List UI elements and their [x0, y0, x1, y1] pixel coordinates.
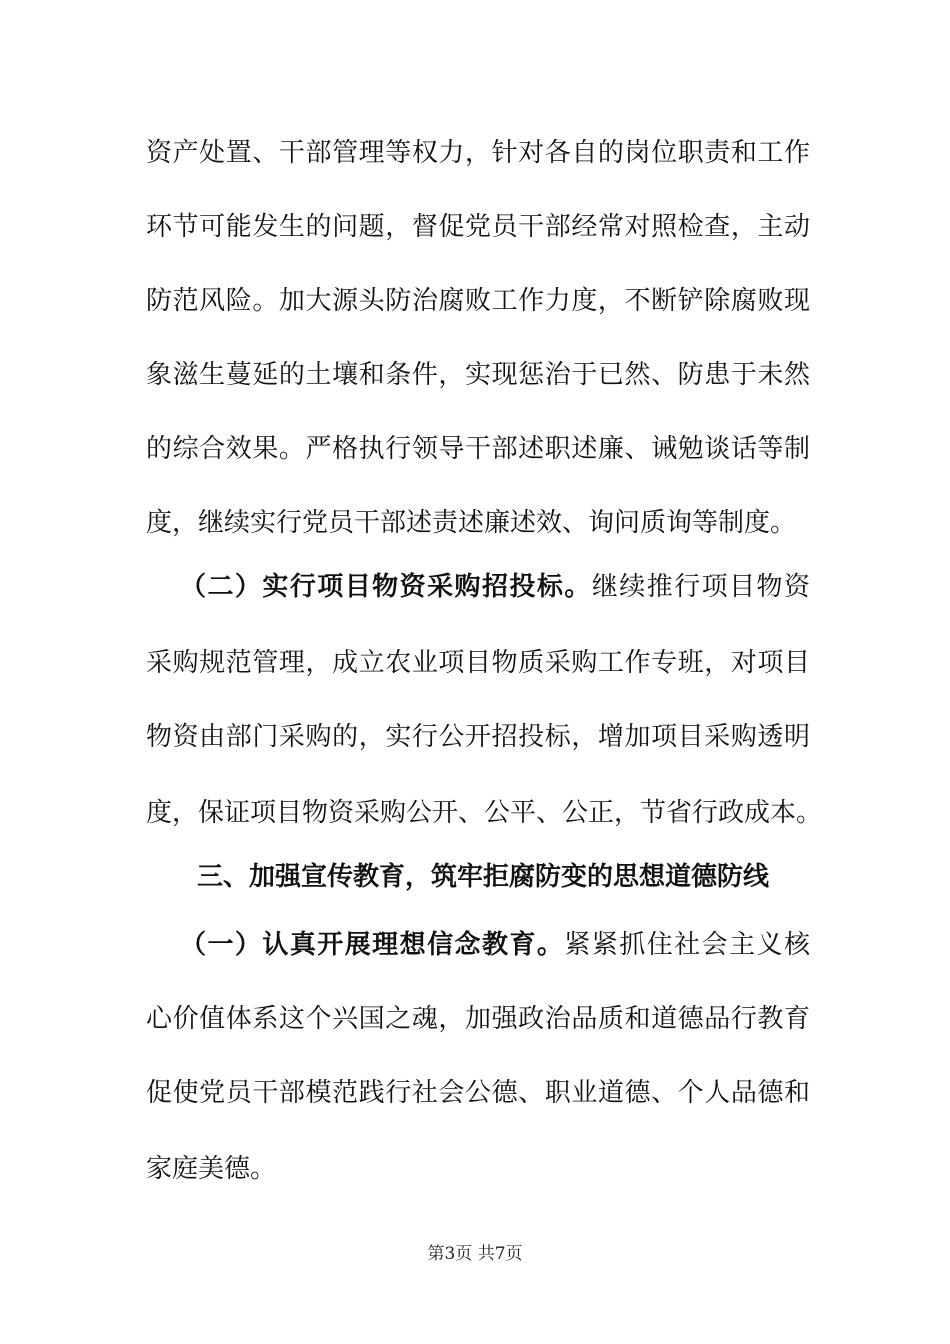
body-line: 度，继续实行党员干部述责述廉述效、询问质询等制度。 — [146, 508, 797, 538]
body-line: 家庭美德。 — [146, 1154, 277, 1184]
section-heading: 三、加强宣传教育，筑牢拒腐防变的思想道德防线 — [197, 862, 770, 892]
body-line: 环节可能发生的问题，督促党员干部经常对照检查，主动 — [146, 212, 810, 242]
page-number-footer: 第3页 共7页 — [427, 1244, 523, 1264]
section2-first-line — [180, 569, 810, 605]
body-line: 象滋生蔓延的土壤和条件，实现惩治于已然、防患于未然 — [146, 360, 810, 390]
section2-title: （二）实行项目物资采购招投标。 — [180, 572, 592, 602]
body-line: 采购规范管理，成立农业项目物质采购工作专班，对项目 — [146, 648, 810, 678]
body-line: 度，保证项目物资采购公开、公平、公正，节省行政成本。 — [146, 798, 823, 828]
section3-1-first-line — [180, 927, 810, 963]
section2-first-line-rest: 继续推行项目物资 — [591, 572, 810, 602]
body-line: 防范风险。加大源头防治腐败工作力度，不断铲除腐败现 — [146, 286, 810, 316]
body-line: 促使党员干部模范践行社会公德、职业道德、个人品德和 — [146, 1078, 810, 1108]
body-line: 物资由部门采购的，实行公开招投标，增加项目采购透明 — [146, 722, 810, 752]
section3-1-title: （一）认真开展理想信念教育。 — [180, 930, 565, 960]
body-line: 资产处置、干部管理等权力，针对各自的岗位职责和工作 — [146, 138, 810, 168]
body-line: 的综合效果。严格执行领导干部述职述廉、诫勉谈话等制 — [146, 434, 810, 464]
section3-1-first-line-rest: 紧紧抓住社会主义核 — [564, 930, 810, 960]
body-line: 心价值体系这个兴国之魂，加强政治品质和道德品行教育 — [146, 1004, 810, 1034]
